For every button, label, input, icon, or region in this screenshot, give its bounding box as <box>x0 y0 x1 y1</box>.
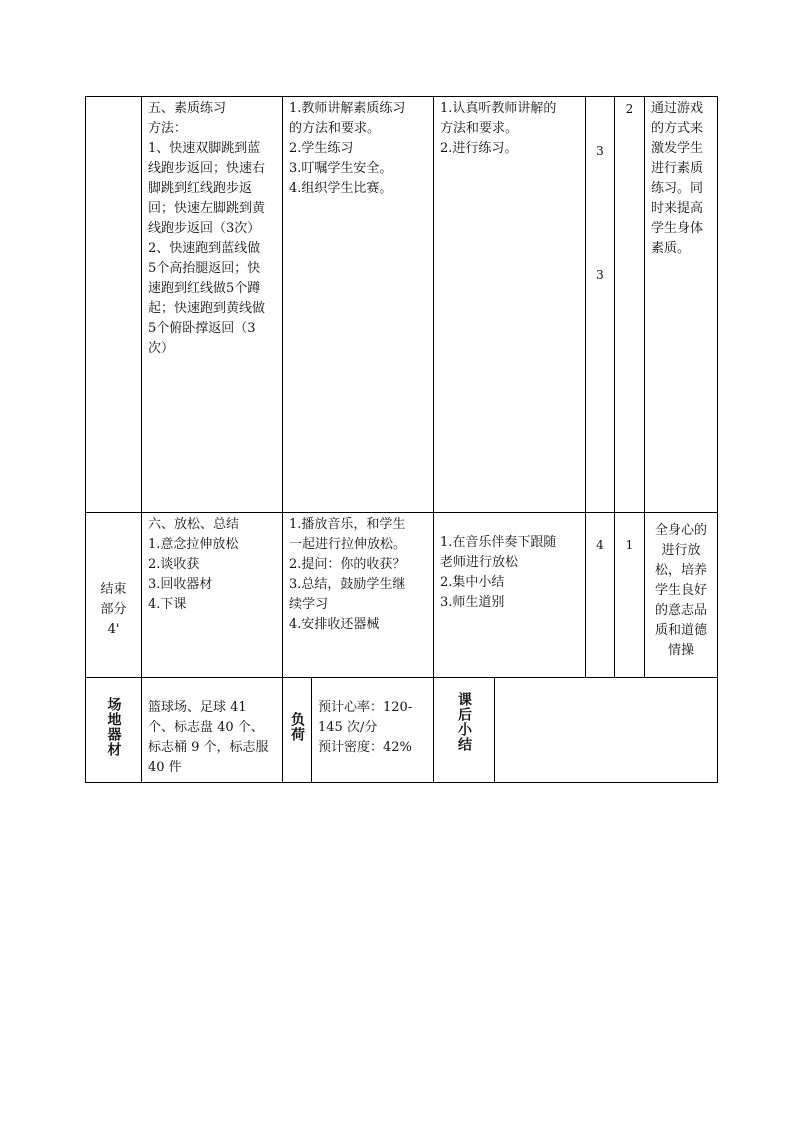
teacher-line: 续学习 <box>289 597 329 612</box>
content-line: 4.下课 <box>148 597 187 612</box>
student-line: 2.进行练习。 <box>440 141 518 156</box>
table-row-footer <box>86 678 718 783</box>
content-line: 1、快速双脚跳到蓝 <box>148 141 261 156</box>
content-line: 线跑步返回；快速右 <box>148 161 266 176</box>
content-line: 5个高抬腿返回；快 <box>148 261 261 276</box>
purpose-line: 的方式来 <box>651 121 704 136</box>
load-line: 预计心率：120- <box>318 700 413 715</box>
intensity-value: 1 <box>625 538 634 552</box>
section-label-line: 结束 <box>100 582 127 597</box>
content-line: 脚跳到红线跑步返 <box>148 181 253 196</box>
content-line: 回；快速左脚跳到黄 <box>148 201 266 216</box>
purpose-line: 练习。同 <box>651 181 704 196</box>
table-row-quality-practice <box>86 97 718 513</box>
count-value: 3 <box>596 144 604 158</box>
purpose-line: 质和道德 <box>654 623 707 638</box>
intensity-cell <box>615 97 645 513</box>
content-line: 起；快速跑到黄线做 <box>148 301 266 316</box>
teacher-line: 3.总结，鼓励学生继 <box>289 577 406 592</box>
venue-label: 场地器材 <box>105 696 122 757</box>
purpose-line: 进行素质 <box>651 161 704 176</box>
student-activity-cell <box>434 97 586 513</box>
content-line: 方法： <box>148 121 188 136</box>
content-line: 线跑步返回（3次） <box>148 221 261 236</box>
venue-label-cell <box>86 678 142 783</box>
teacher-line: 1.教师讲解素质练习 <box>289 101 406 116</box>
purpose-line: 素质。 <box>651 241 691 256</box>
purpose-line: 的意志品 <box>654 603 707 618</box>
content-line: 1.意念拉伸放松 <box>148 537 239 552</box>
teacher-line: 一起进行拉伸放松。 <box>289 537 407 552</box>
venue-text-cell <box>142 678 283 783</box>
intensity-value: 2 <box>625 102 634 116</box>
student-line: 1.在音乐伴奏下跟随 <box>440 535 557 550</box>
teacher-line: 的方法和要求。 <box>289 121 381 136</box>
teacher-line: 1.播放音乐，和学生 <box>289 517 406 532</box>
purpose-cell <box>645 513 718 678</box>
student-line: 1.认真听教师讲解的 <box>440 101 557 116</box>
purpose-line: 学生身体 <box>651 221 704 236</box>
venue-line: 个、标志盘 40 个、 <box>148 720 264 735</box>
purpose-line: 学生良好 <box>654 583 707 598</box>
section-label-line: 部分 <box>100 602 127 617</box>
content-cell <box>142 513 283 678</box>
summary-label: 课后小结 <box>456 692 472 752</box>
content-line: 5个俯卧撑返回（3 <box>148 321 256 336</box>
purpose-line: 激发学生 <box>651 141 704 156</box>
teacher-line: 4.安排收还器械 <box>289 617 380 632</box>
venue-line: 标志桶 9 个，标志服 <box>148 740 269 755</box>
student-line: 3.师生道别 <box>440 595 505 610</box>
content-cell <box>142 97 283 513</box>
purpose-line: 情操 <box>667 643 694 658</box>
purpose-line: 全身心的 <box>654 523 707 538</box>
summary-text-cell <box>495 678 718 783</box>
content-line: 六、放松、总结 <box>148 517 240 532</box>
load-label-cell <box>283 678 312 783</box>
purpose-cell <box>645 97 718 513</box>
teacher-activity-cell <box>283 97 434 513</box>
teacher-line: 2.学生练习 <box>289 141 354 156</box>
purpose-line: 通过游戏 <box>651 101 704 116</box>
teacher-line: 2.提问：你的收获？ <box>289 557 406 572</box>
lesson-plan-table <box>85 96 718 783</box>
purpose-line: 松，培养 <box>654 563 707 578</box>
teacher-line: 4.组织学生比赛。 <box>289 181 393 196</box>
intensity-cell <box>615 513 645 678</box>
student-activity-cell <box>434 513 586 678</box>
teacher-activity-cell <box>283 513 434 678</box>
venue-line: 篮球场、足球 41 <box>148 700 247 715</box>
purpose-line: 时来提高 <box>651 201 704 216</box>
section-label-cell <box>86 97 142 513</box>
content-line: 五、素质练习 <box>148 101 227 116</box>
count-cell <box>586 97 615 513</box>
purpose-line: 进行放 <box>661 543 701 558</box>
content-line: 3.回收器材 <box>148 577 213 592</box>
content-line: 2.谈收获 <box>148 557 200 572</box>
section-label-cell <box>86 513 142 678</box>
content-line: 2、快速跑到蓝线做 <box>148 241 261 256</box>
section-label-line: 4' <box>107 622 120 637</box>
count-value: 3 <box>596 268 604 282</box>
student-line: 2.集中小结 <box>440 575 505 590</box>
summary-label-cell <box>434 678 495 783</box>
table-row-ending <box>86 513 718 678</box>
content-line: 速跑到红线做5个蹲 <box>148 281 261 296</box>
load-line: 145 次/分 <box>318 720 378 735</box>
load-label: 负荷 <box>289 711 305 742</box>
student-line: 方法和要求。 <box>440 121 519 136</box>
count-cell <box>586 513 615 678</box>
content-line: 次） <box>148 341 175 356</box>
load-text-cell <box>312 678 434 783</box>
teacher-line: 3.叮嘱学生安全。 <box>289 161 393 176</box>
venue-line: 40 件 <box>148 760 182 775</box>
student-line: 老师进行放松 <box>440 555 519 570</box>
count-value: 4 <box>596 538 604 552</box>
load-line: 预计密度：42% <box>318 740 412 755</box>
